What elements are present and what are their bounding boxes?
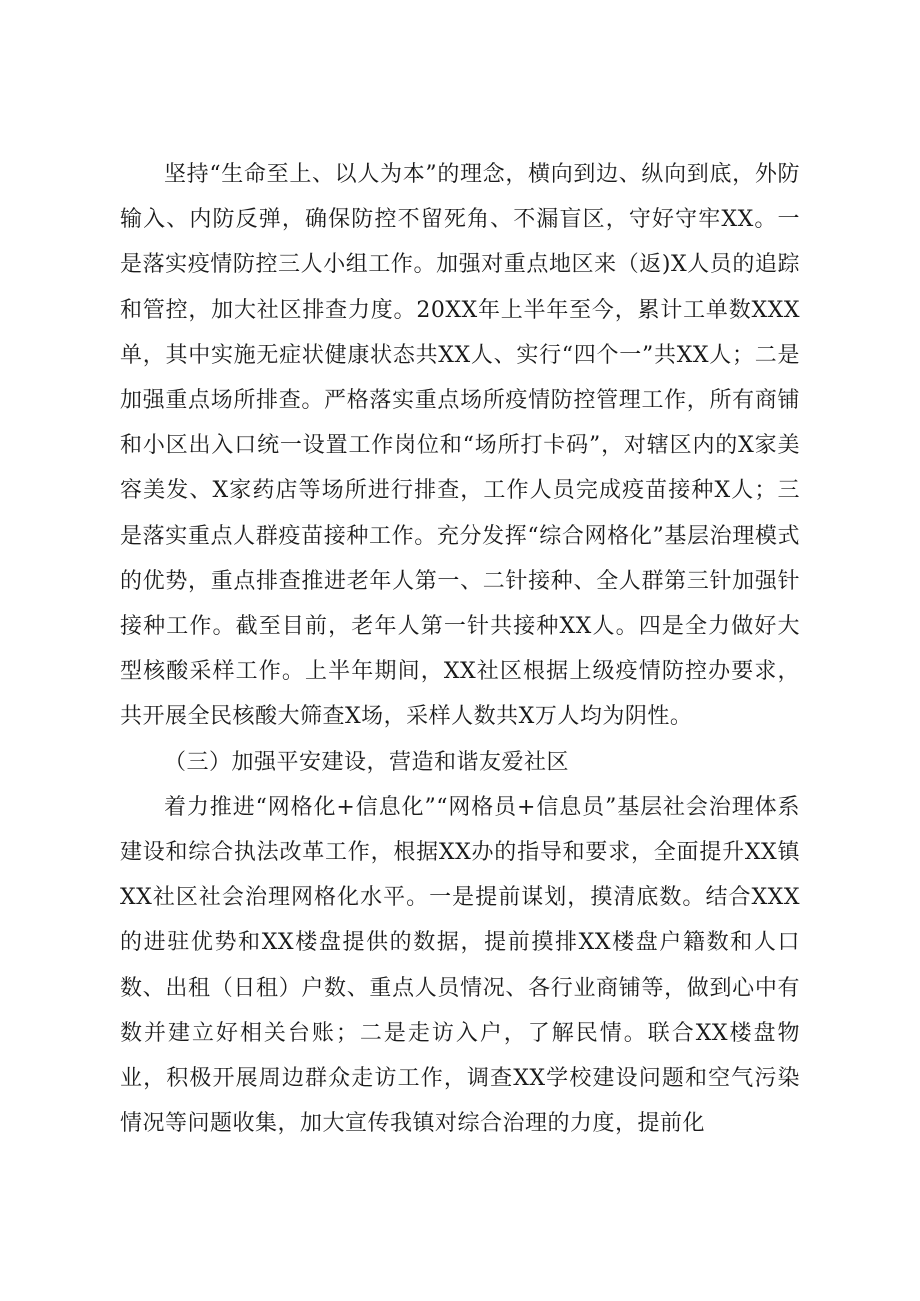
section-heading-3: （三）加强平安建设，营造和谐友爱社区 — [164, 749, 570, 775]
document-body — [120, 152, 800, 1146]
paragraph-grid-governance: 着力推进“网格化+信息化”“网格员+信息员”基层社会治理体系建设和综合执法改革工作，根据XX办的指导和要求，全面提升XX镇XX社区社会治理网格化水平。一是提前谋划，摸清底数。结合XXX的进驻优势和XX楼盘提供的数据，提前摸排XX楼盘户籍数和人口数、出租（日租）户数、重点人员情况、各行业商铺等，做到心中有数并建立好相关台账；二是走访入户，了解民情。联合XX楼盘物业，积极开展周边群众走访工作，调查XX学校建设问题和空气污染情况等问题收集，加大宣传我镇对综合治理的力度，提前化 — [120, 794, 800, 1137]
paragraph-epidemic-control: 坚持“生命至上、以人为本”的理念，横向到边、纵向到底，外防输入、内防反弹，确保防控不留死角、不漏盲区，守好守牢XX。一是落实疫情防控三人小组工作。加强对重点地区来（返)X人员的追踪和管控，加大社区排查力度。20XX年上半年至今，累计工单数XXX单，其中实施无症状健康状态共XX人、实行“四个一”共XX人；二是加强重点场所排查。严格落实重点场所疫情防控管理工作，所有商铺和小区出入口统一设置工作岗位和“场所打卡码”，对辖区内的X家美容美发、X家药店等场所进行排查，工作人员完成疫苗接种X人；三是落实重点人群疫苗接种工作。充分发挥“综合网格化”基层治理模式的优势，重点排查推进老年人第一、二针接种、全人群第三针加强针接种工作。截至目前，老年人第一针共接种XX人。四是全力做好大型核酸采样工作。上半年期间，XX社区根据上级疫情防控办要求，共开展全民核酸大筛查X场，采样人数共X万人均为阴性。 — [120, 162, 800, 730]
